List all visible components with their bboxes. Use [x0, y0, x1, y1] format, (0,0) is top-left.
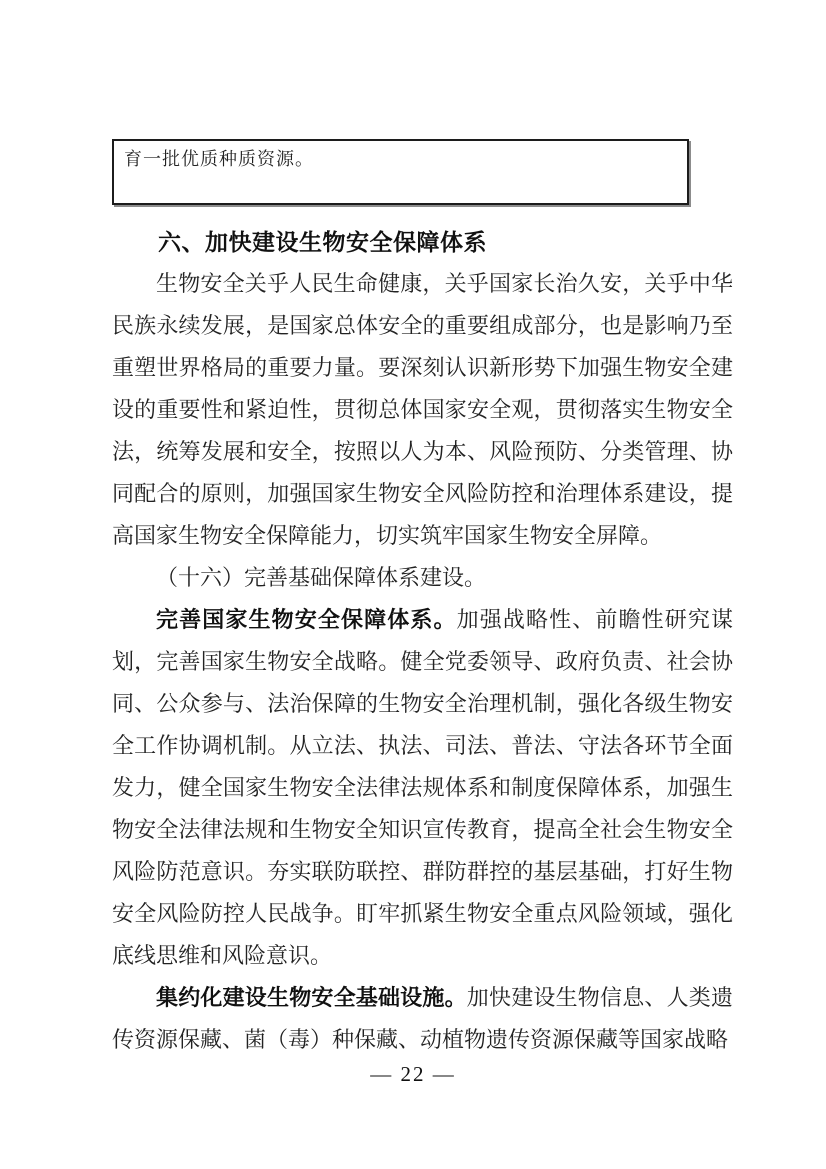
callout-text: 育一批优质种质资源。 — [124, 149, 314, 169]
item-16-heading: （十六）完善基础保障体系建设。 — [156, 565, 487, 590]
paragraph-bold-lead: 完善国家生物安全保障体系。 — [156, 607, 457, 632]
paragraph-text: 加快建设生物信息、人类遗传资源保藏、菌（毒）种保藏、动植物遗传资源保藏等国家战略 — [112, 985, 733, 1052]
paragraph-bold-lead: 集约化建设生物安全基础设施。 — [156, 985, 467, 1010]
section-heading: 六、加快建设生物安全保障体系 — [158, 229, 487, 255]
biosecurity-infrastructure-paragraph — [112, 977, 733, 1061]
intro-paragraph: 生物安全关乎人民生命健康，关乎国家长治久安，关乎中华民族永续发展，是国家总体安全的重要组成部分，也是影响乃至重塑世界格局的重要力量。要深刻认识新形势下加强生物安全建设的重要性和紧迫性，贯彻总体国家安全观，贯彻落实生物安全法，统筹发展和安全，按照以人为本、风险预防、分类管理、协同配合的原则，加强国家生物安全风险防控和治理体系建设，提高国家生物安全保障能力，切实筑牢国家生物安全屏障。 — [112, 271, 733, 548]
national-biosecurity-system-paragraph — [112, 599, 733, 977]
page-number: — 22 — — [370, 1062, 456, 1086]
callout-box — [112, 139, 689, 205]
paragraph-text: 加强战略性、前瞻性研究谋划，完善国家生物安全战略。健全党委领导、政府负责、社会协同、公众参与、法治保障的生物安全治理机制，强化各级生物安全工作协调机制。从立法、执法、司法、普法、守法各环节全面发力，健全国家生物安全法律法规体系和制度保障体系，加强生物安全法律法规和生物安全知识宣传教育，提高全社会生物安全风险防范意识。夯实联防联控、群防群控的基层基础，打好生物安全风险防控人民战争。盯牢抓紧生物安全重点风险领域，强化底线思维和风险意识。 — [112, 607, 733, 968]
document-content — [112, 139, 733, 1061]
